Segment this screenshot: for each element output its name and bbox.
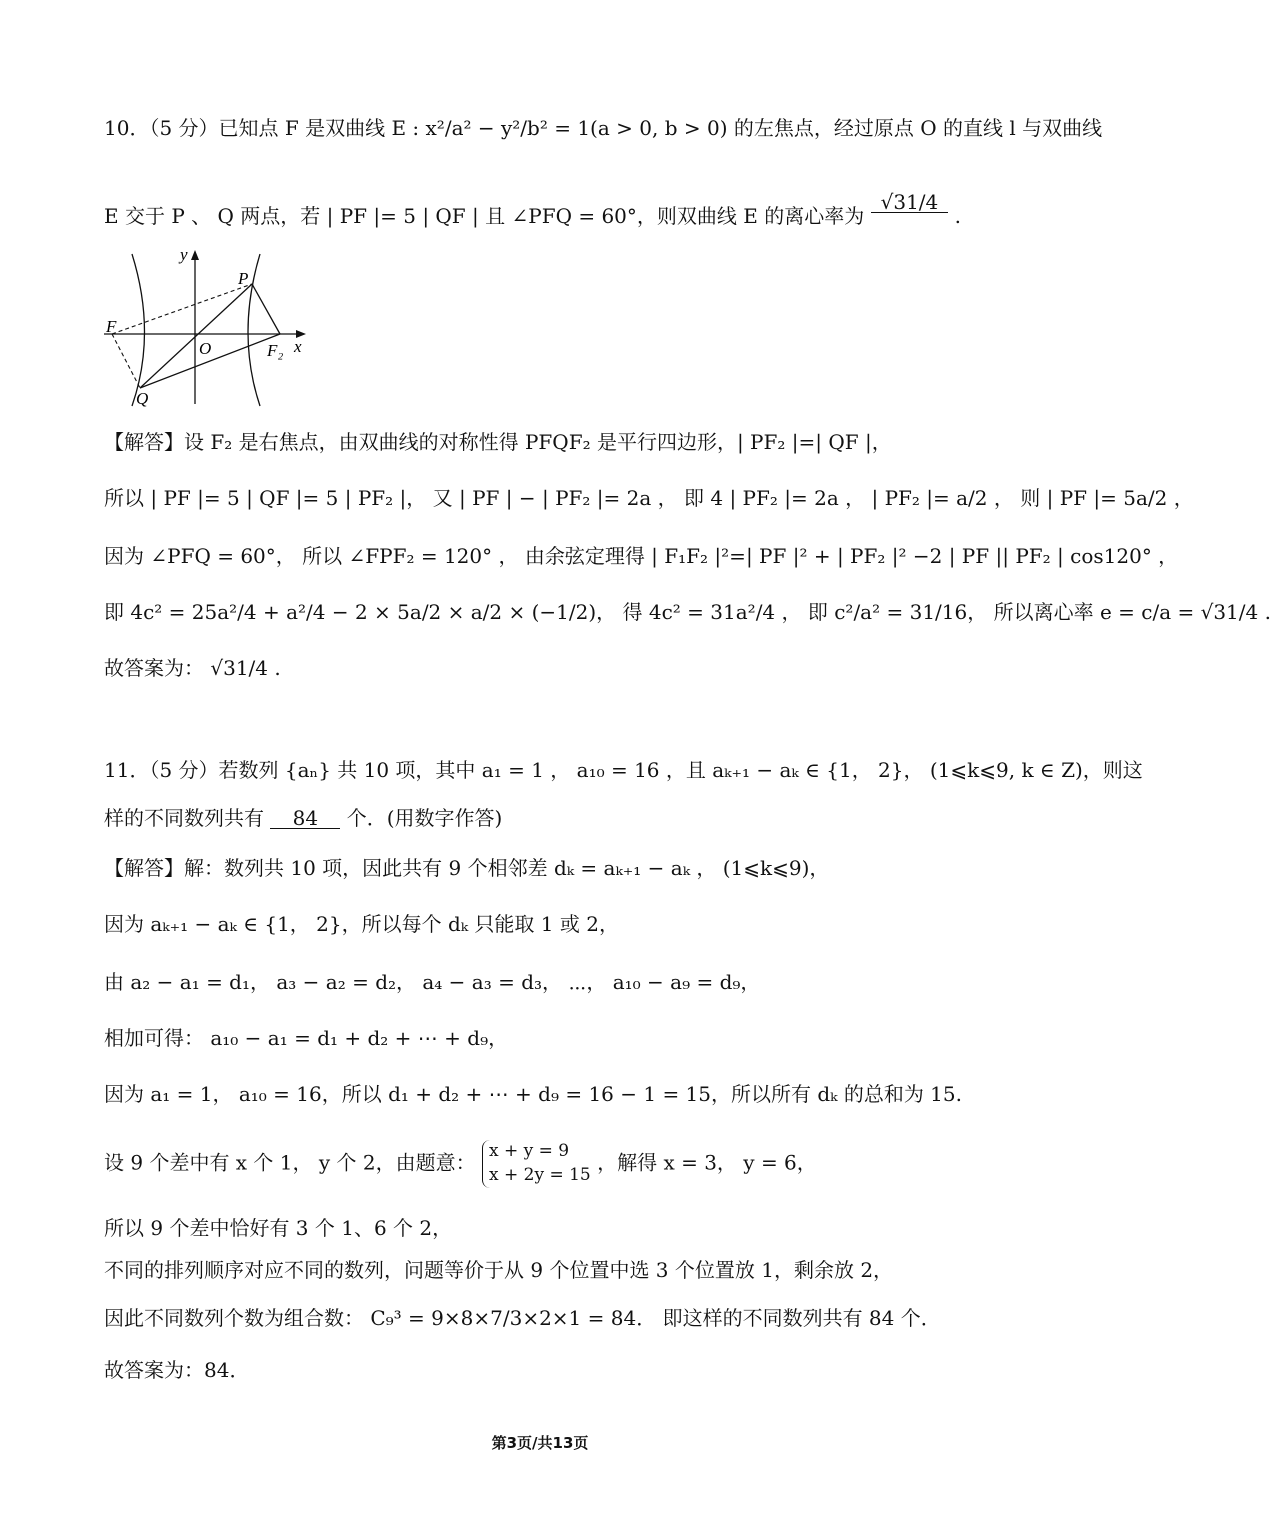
q11-solution-6: 设 9 个差中有 x 个 1， y 个 2，由题意： x + y = 9 x + 2y = 15 ，解得 x = 3， y = 6， — [104, 1140, 817, 1188]
right-branch — [248, 254, 260, 406]
line-pq — [140, 284, 252, 388]
q11-stem-line1: 11．（5 分）若数列 {aₙ} 共 10 项，其中 a₁ = 1 ， a₁₀ = 16 ，且 aₖ₊₁ − aₖ ∈ {1， 2}， (1⩽k⩽9, k ∈ Z)，则这 — [104, 758, 1143, 782]
q10-answer-blank: √31/4 — [871, 192, 949, 213]
left-branch — [132, 254, 145, 406]
q10-solution-1: 【解答】设 F₂ 是右焦点，由双曲线的对称性得 PFQF₂ 是平行四边形，| PF₂ |=| QF |， — [104, 430, 892, 454]
q11-solution-3: 由 a₂ − a₁ = d₁， a₃ − a₂ = d₂， a₄ − a₃ = d₃， ⋯， a₁₀ − a₉ = d₉， — [104, 970, 761, 994]
q11-solution-4: 相加可得： a₁₀ − a₁ = d₁ + d₂ + ⋯ + d₉， — [104, 1026, 509, 1050]
label-p: P — [238, 269, 249, 288]
q10-solution-4: 即 4c² = 25a²/4 + a²/4 − 2 × 5a/2 × a/2 × (−1/2)， 得 4c² = 31a²/4 ， 即 c²/a² = 31/16， 所以离心率 e = c/a = √31/4 . — [104, 600, 1271, 624]
equation-1: x + y = 9 — [488, 1141, 570, 1161]
label-f: F — [106, 317, 117, 336]
q11-solution-5: 因为 a₁ = 1， a₁₀ = 16，所以 d₁ + d₂ + ⋯ + d₉ = 16 − 1 = 15，所以所有 dₖ 的总和为 15. — [104, 1082, 962, 1106]
page-footer: 第3页/共13页 — [491, 1434, 589, 1452]
label-x: x — [294, 337, 302, 356]
hyperbola-figure — [102, 244, 312, 409]
q10-solution-5: 故答案为： √31/4 . — [104, 656, 281, 680]
equation-2: x + 2y = 15 — [488, 1164, 591, 1185]
q10-stem-line1: 10．（5 分）已知点 F 是双曲线 E : x²/a² − y²/b² = 1(a > 0, b > 0) 的左焦点，经过原点 O 的直线 l 与双曲线 — [104, 116, 1103, 140]
equation-system — [482, 1140, 591, 1188]
label-q: Q — [136, 389, 149, 408]
q11-solution-1: 【解答】解：数列共 10 项，因此共有 9 个相邻差 dₖ = aₖ₊₁ − aₖ ， (1⩽k⩽9)， — [104, 856, 830, 880]
q11-answer-blank: 84 — [270, 808, 340, 829]
q11-solution-8: 不同的排列顺序对应不同的数列，问题等价于从 9 个位置中选 3 个位置放 1，剩余放 2， — [104, 1258, 894, 1282]
line-fp-dashed — [112, 284, 252, 334]
line-fq-dashed — [112, 334, 140, 388]
q10-solution-3: 因为 ∠PFQ = 60°， 所以 ∠FPF₂ = 120° ， 由余弦定理得 | F₁F₂ |²=| PF |² + | PF₂ |² −2 | PF || PF₂ | cos120° ， — [104, 544, 1179, 568]
label-o: O — [199, 339, 212, 358]
q11-solution-7: 所以 9 个差中恰好有 3 个 1、6 个 2， — [104, 1216, 453, 1240]
q11-solution-9: 因此不同数列个数为组合数： C₉³ = 9×8×7/3×2×1 = 84． 即这样的不同数列共有 84 个． — [104, 1306, 941, 1330]
q10-stem-line2: E 交于 P 、 Q 两点，若 | PF |= 5 | QF | 且 ∠PFQ = 60°，则双曲线 E 的离心率为 √31/4 . — [104, 190, 961, 228]
q11-stem-line2: 样的不同数列共有 84 个．(用数字作答) — [104, 806, 503, 830]
q10-solution-2: 所以 | PF |= 5 | QF |= 5 | PF₂ |， 又 | PF | − | PF₂ |= 2a ， 即 4 | PF₂ |= 2a ， | PF₂ |= a/2 ， 则 | PF |= 5a/2 ， — [104, 486, 1194, 510]
line-pf2 — [252, 284, 280, 334]
label-y: y — [180, 245, 188, 264]
label-f2: F₂ — [267, 341, 284, 360]
q11-solution-2: 因为 aₖ₊₁ − aₖ ∈ {1， 2}，所以每个 dₖ 只能取 1 或 2， — [104, 912, 619, 936]
y-axis-arrow — [191, 250, 199, 260]
q11-solution-10: 故答案为：84． — [104, 1358, 250, 1382]
